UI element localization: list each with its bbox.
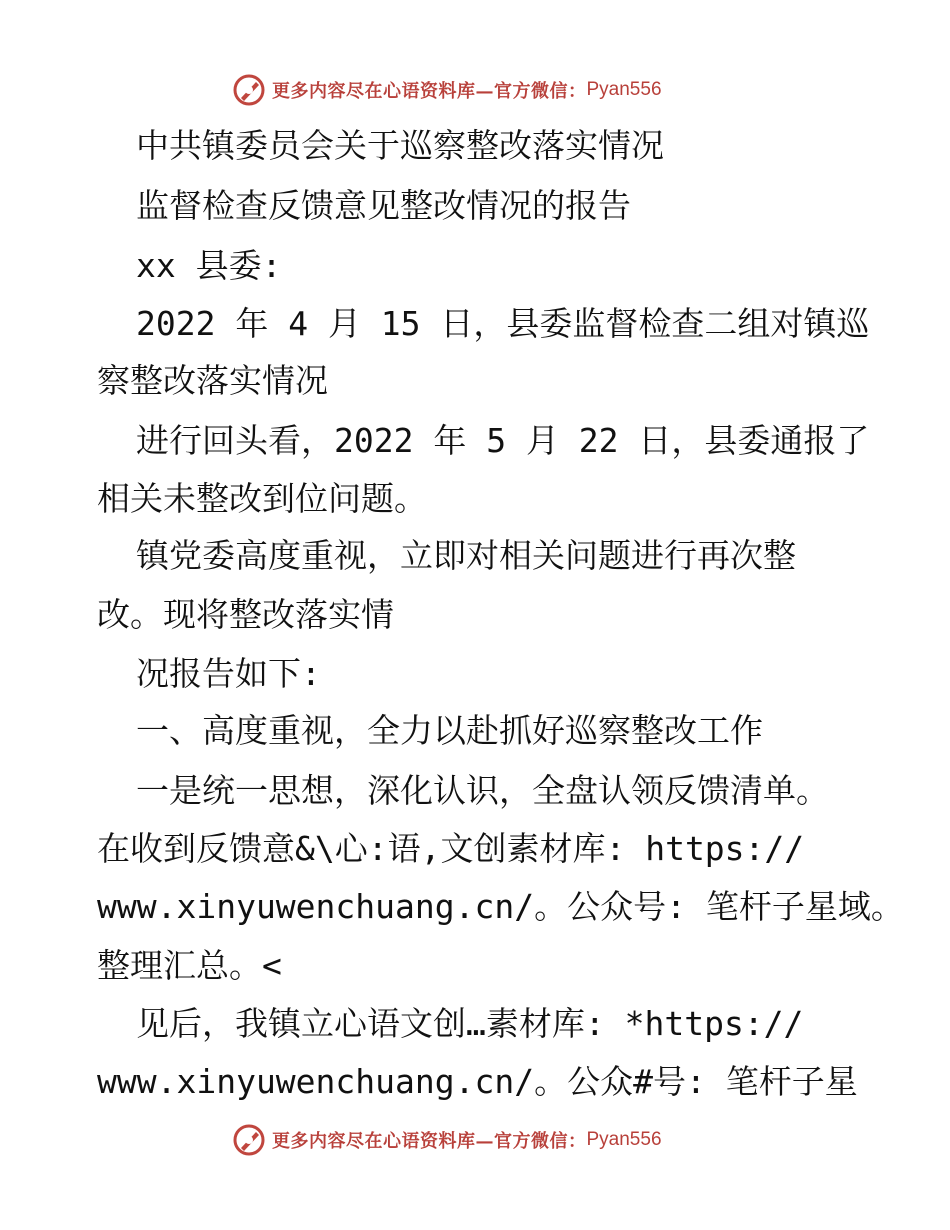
doc-title-line-1: 中共镇委员会关于巡察整改落实情况 bbox=[136, 126, 664, 165]
doc-line-6: 相关未整改到位问题。 bbox=[97, 479, 427, 518]
doc-line-5: 进行回头看，2022 年 5 月 22 日，县委通报了 bbox=[136, 421, 870, 460]
doc-line-14: 整理汇总。< bbox=[97, 946, 282, 985]
doc-line-12: 在收到反馈意&\心:语,文创素材库: https:// bbox=[97, 829, 805, 868]
doc-line-7: 镇党委高度重视，立即对相关问题进行再次整 bbox=[136, 536, 796, 575]
watermark-id: Pyan556 bbox=[586, 1129, 662, 1150]
pen-logo-icon bbox=[232, 1123, 266, 1157]
doc-addressee: xx 县委: bbox=[136, 246, 282, 285]
watermark-text: 更多内容尽在心语资料库—官方微信： bbox=[272, 81, 587, 102]
doc-line-8: 改。现将整改落实情 bbox=[97, 595, 394, 634]
doc-title-line-2: 监督检查反馈意见整改情况的报告 bbox=[136, 186, 631, 225]
doc-line-15: 见后，我镇立心语文创…素材库: *https:// bbox=[136, 1004, 804, 1043]
doc-line-16: www.xinyuwenchuang.cn/。公众#号: 笔杆子星 bbox=[97, 1062, 858, 1101]
watermark-banner-bottom bbox=[232, 1122, 662, 1158]
doc-line-3: 2022 年 4 月 15 日，县委监督检查二组对镇巡 bbox=[136, 304, 870, 343]
doc-line-11: 一是统一思想，深化认识，全盘认领反馈清单。 bbox=[136, 771, 829, 810]
doc-heading-1: 一、高度重视，全力以赴抓好巡察整改工作 bbox=[136, 711, 763, 750]
doc-line-9: 况报告如下: bbox=[136, 654, 321, 693]
pen-logo-icon bbox=[232, 73, 266, 107]
doc-line-13: www.xinyuwenchuang.cn/。公众号: 笔杆子星域。 bbox=[97, 887, 904, 926]
watermark-text: 更多内容尽在心语资料库—官方微信： bbox=[272, 1131, 587, 1152]
watermark-banner-top bbox=[232, 72, 662, 108]
watermark-id: Pyan556 bbox=[586, 79, 662, 100]
doc-line-4: 察整改落实情况 bbox=[97, 361, 328, 400]
